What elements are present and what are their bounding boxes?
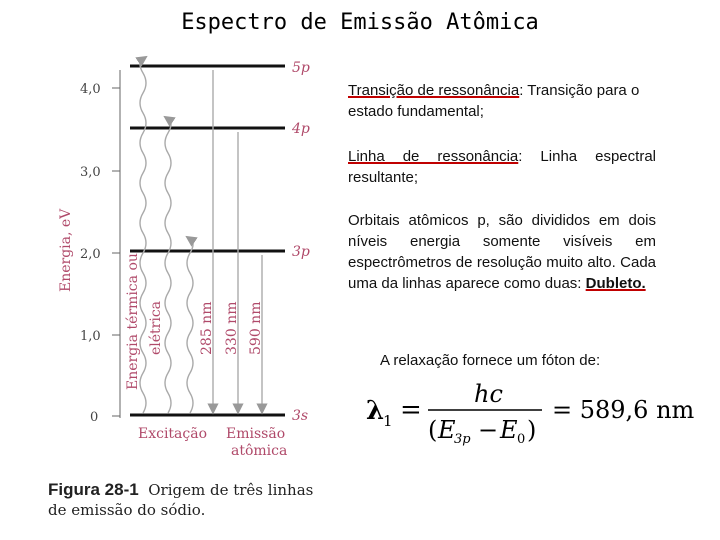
level-label-3s: 3s	[292, 408, 309, 424]
term-linha-ressonancia: Linha de ressonância	[348, 148, 519, 165]
formula-minus: −	[478, 416, 499, 444]
formula-numerator: hc	[474, 380, 503, 408]
caption-line-2: de emissão do sódio.	[48, 501, 206, 519]
note-line	[348, 146, 656, 188]
excitation-caption: Excitação	[138, 426, 208, 442]
note-transition-text: : Transição para o estado fundamental;	[348, 82, 640, 120]
formula-close-paren: )	[527, 416, 537, 444]
emission-line-label-590: 590 nm	[248, 301, 264, 355]
y-tick-label: 2,0	[80, 247, 101, 262]
term-transicao-ressonancia: Transição de ressonância	[348, 82, 520, 99]
figure-caption	[48, 480, 313, 520]
slide-title: Espectro de Emissão Atômica	[181, 10, 539, 35]
formula-equals: =	[400, 395, 422, 425]
formula-e1: E	[438, 416, 456, 444]
formula-e2-sub: 0	[517, 432, 526, 446]
y-tick-label: 1,0	[80, 329, 101, 344]
excitation-label-2: elétrica	[148, 300, 164, 355]
emission-caption: Emissão	[226, 426, 286, 442]
note-orbitals	[348, 210, 656, 294]
level-label-3p: 3p	[292, 244, 310, 260]
caption-line-1: Origem de três linhas	[148, 481, 314, 499]
excitation-arrow-4p	[165, 119, 171, 413]
note-transition	[348, 80, 656, 122]
level-label-4p: 4p	[292, 121, 310, 137]
y-tick-label: 4,0	[80, 82, 101, 97]
note-line-text: : Linha espectral resultante;	[348, 148, 656, 186]
y-tick-label: 3,0	[80, 165, 101, 180]
relaxation-text: A relaxação fornece um fóton de:	[380, 352, 601, 369]
wavelength-formula	[362, 376, 702, 446]
emission-line-label-330: 330 nm	[224, 301, 240, 355]
excitation-arrow-3p	[187, 239, 193, 413]
term-dubleto: Dubleto.	[585, 275, 646, 292]
note-orbitals-text: Orbitais atômicos p, são divididos em dois níveis energia somente visíveis em espectrômetros de resolução muito alto. Cada uma da linhas aparece como duas:	[348, 212, 656, 292]
y-axis-label: Energia, eV	[58, 208, 74, 292]
excitation-label: Energia térmica ou	[125, 253, 141, 390]
y-tick-label: 0	[90, 410, 99, 425]
emission-caption-2: atômica	[231, 443, 288, 459]
formula-lambda: λ	[366, 396, 385, 426]
figure-number: Figura 28-1	[48, 480, 139, 499]
level-label-5p: 5p	[292, 60, 310, 76]
emission-line-label-285: 285 nm	[199, 301, 215, 355]
formula-e1-sub: 3p	[454, 432, 471, 446]
formula-e2: E	[500, 416, 518, 444]
formula-open-paren: (	[428, 416, 438, 444]
formula-lambda-sub: 1	[383, 412, 393, 430]
formula-result: = 589,6 nm	[552, 396, 695, 424]
